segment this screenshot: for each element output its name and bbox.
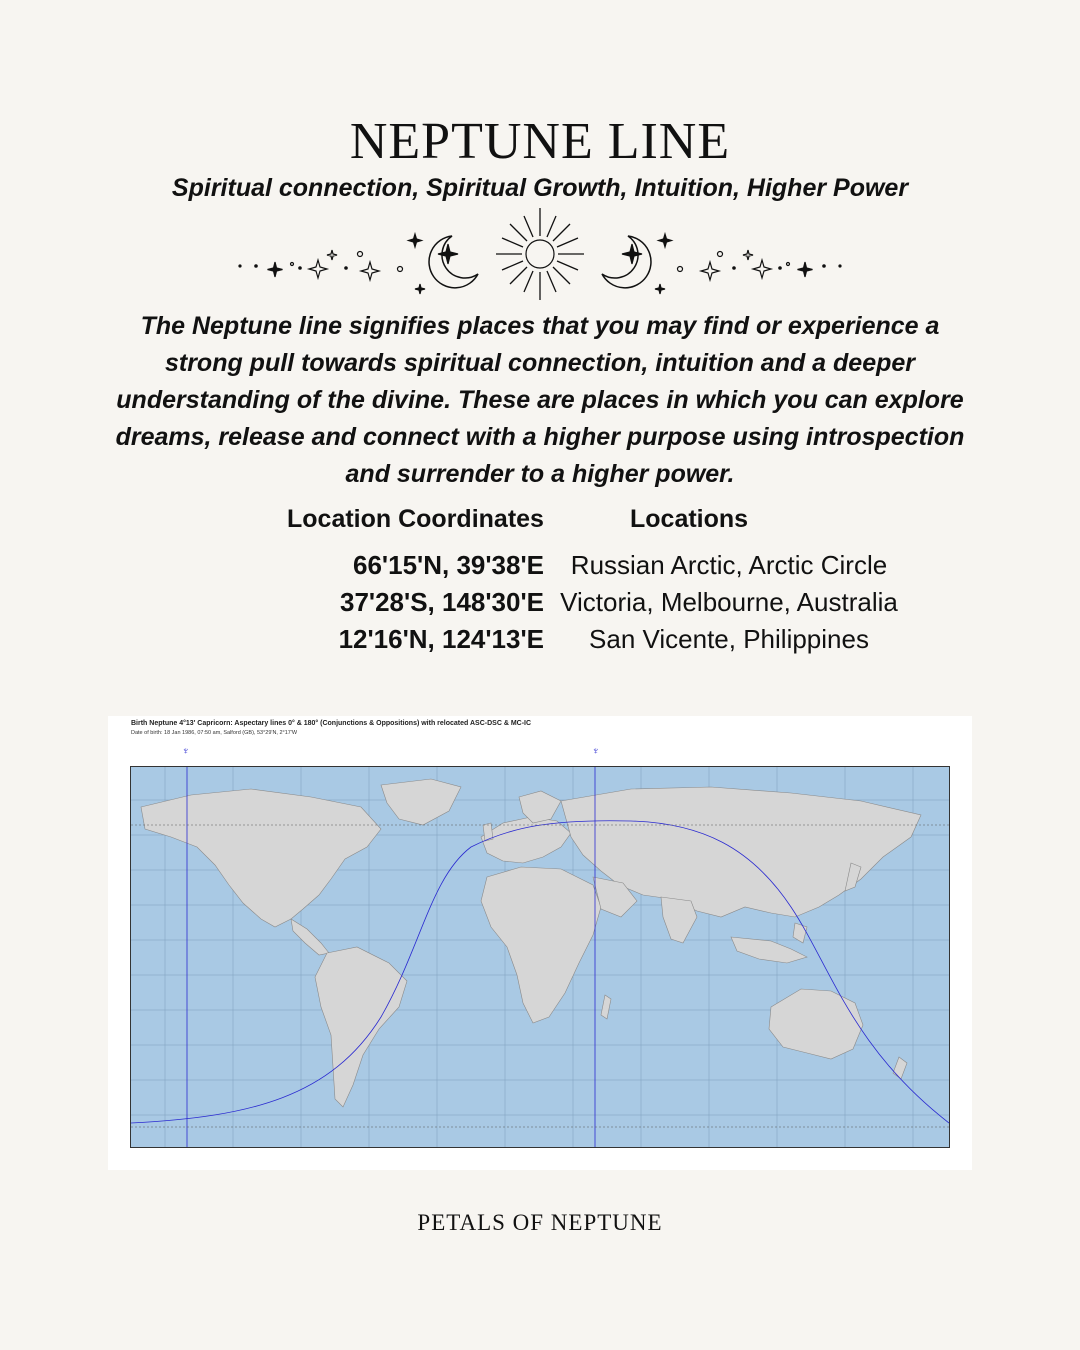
coord-value: 37'28'S, 148'30'E <box>339 587 544 617</box>
page-subtitle: Spiritual connection, Spiritual Growth, Intuition, Higher Power <box>171 174 909 202</box>
table-row <box>0 550 1080 587</box>
coord-value: 66'15'N, 39'38'E <box>353 550 544 580</box>
neptune-glyph-icon: ♆ <box>592 746 600 757</box>
neptune-glyph-icon: ♆ <box>182 746 190 757</box>
celestial-ornament-icon <box>220 204 860 304</box>
world-map <box>130 766 950 1148</box>
description-text: The Neptune line signifies places that you may find or experience a strong pull towards spiritual connection, intuition and a deeper understanding of the divine. These are places in which you can explore dreams, release and connect with a higher purpose using introspection and surrender to a higher power. <box>115 312 965 488</box>
coord-value: 12'16'N, 124'13'E <box>338 624 544 654</box>
location-value: Russian Arctic, Arctic Circle <box>570 550 888 580</box>
location-value: Victoria, Melbourne, Australia <box>560 587 898 617</box>
world-map-graphic <box>131 767 949 1147</box>
table-row <box>0 587 1080 624</box>
table-row <box>0 624 1080 661</box>
page-title: NEPTUNE LINE <box>349 113 731 170</box>
coords-header: Location Coordinates <box>287 505 544 533</box>
brand-footer: PETALS OF NEPTUNE <box>417 1210 663 1235</box>
astro-map-image <box>108 716 972 1170</box>
map-heading: Birth Neptune 4°13' Capricorn: Aspectary lines 0° & 180° (Conjunctions & Oppositions) with relocated ASC-DSC & MC-IC <box>131 720 532 727</box>
location-value: San Vicente, Philippines <box>589 624 869 654</box>
locations-header: Locations <box>630 505 749 533</box>
map-subheading: Date of birth: 18 Jan 1986, 07:50 am, Salford (GB), 53°29'N, 2°17'W <box>131 730 298 736</box>
